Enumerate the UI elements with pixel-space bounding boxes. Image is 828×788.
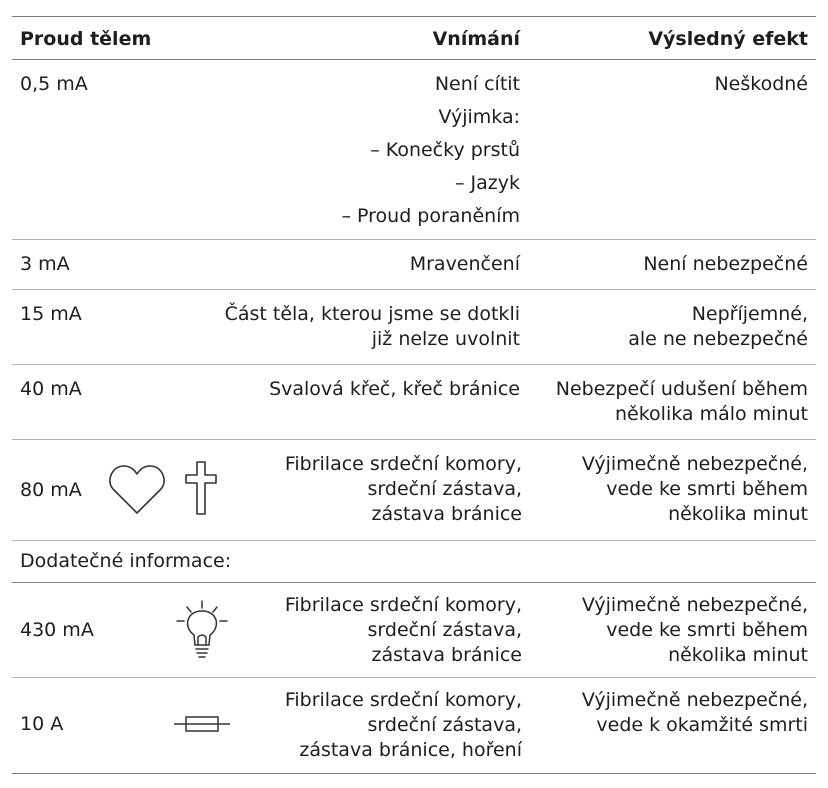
perception-line: Fibrilace srdeční komory,: [284, 594, 522, 616]
current-value: 3 mA: [20, 253, 70, 275]
effect-line: ale ne nebezpečné: [628, 328, 808, 350]
header-current: Proud tělem: [20, 28, 152, 50]
perception-line: zástava bránice, hoření: [299, 739, 522, 761]
effect-cell: [628, 302, 808, 352]
current-value: 40 mA: [20, 378, 82, 400]
current-value: 80 mA: [20, 479, 82, 501]
effect-cell: [643, 248, 808, 280]
effect-line: Nepříjemné,: [691, 303, 808, 325]
table-row: [12, 240, 816, 290]
perception-line: Mravenčení: [409, 253, 520, 275]
effect-line: Výjimečně nebezpečné,: [581, 594, 808, 616]
perception-line: srdeční zástava,: [367, 714, 522, 736]
effect-line: několika málo minut: [614, 403, 808, 425]
effect-cell: [582, 452, 808, 527]
effect-line: Neškodné: [714, 73, 808, 95]
perception-line: již nelze uvolnit: [371, 328, 520, 350]
effect-line: vede k okamžité smrti: [596, 714, 808, 736]
effect-line: několika minut: [668, 644, 808, 666]
cross-icon: [182, 458, 220, 518]
current-value: 430 mA: [20, 619, 94, 641]
perception-cell: [285, 593, 522, 668]
effect-cell: [556, 377, 808, 427]
effect-line: Výjimečně nebezpečné,: [581, 453, 808, 475]
perception-cell: [269, 373, 520, 405]
effect-line: Není nebezpečné: [643, 253, 808, 275]
perception-line: zástava bránice: [371, 503, 522, 525]
perception-line: srdeční zástava,: [367, 478, 522, 500]
perception-line: zástava bránice: [371, 644, 522, 666]
perception-cell: [285, 452, 522, 527]
table-header: [12, 16, 816, 60]
table-row: [12, 583, 816, 678]
table-row: [12, 290, 816, 365]
header-perception: Vnímání: [432, 28, 520, 50]
effect-line: Výjimečně nebezpečné,: [581, 689, 808, 711]
effect-line: několika minut: [668, 503, 808, 525]
perception-cell: [225, 302, 520, 352]
perception-line: Část těla, kterou jsme se dotkli: [224, 303, 520, 325]
perception-line: Fibrilace srdeční komory,: [284, 689, 522, 711]
current-effects-table: [12, 16, 816, 774]
perception-line: Výjimka:: [438, 106, 520, 128]
table-row: [12, 365, 816, 440]
perception-cell: [410, 248, 520, 280]
perception-line: Není cítit: [434, 73, 520, 95]
table-row: [12, 60, 816, 240]
effect-line: Nebezpečí udušení během: [555, 378, 808, 400]
effect-cell: [582, 688, 808, 738]
perception-cell: [341, 68, 520, 233]
current-value: 0,5 mA: [20, 73, 88, 95]
heart-icon: [108, 462, 166, 518]
perception-line: – Jazyk: [454, 172, 520, 194]
effect-cell: [582, 593, 808, 668]
current-value: 10 A: [20, 713, 64, 735]
light-bulb-icon: [172, 599, 232, 661]
effect-line: vede ke smrti během: [606, 478, 808, 500]
perception-cell: [285, 688, 522, 763]
current-value: 15 mA: [20, 303, 82, 325]
effect-cell: [714, 68, 808, 100]
additional-info-label: Dodatečné informace:: [20, 550, 232, 572]
fuse-icon: [172, 714, 232, 734]
table-row: [12, 678, 816, 774]
table-row: [12, 440, 816, 541]
perception-line: – Proud poraněním: [341, 205, 520, 227]
header-effect: Výsledný efekt: [648, 28, 808, 50]
additional-info-row: [12, 541, 816, 583]
perception-line: Fibrilace srdeční komory,: [284, 453, 522, 475]
perception-line: – Konečky prstů: [370, 139, 520, 161]
perception-line: Svalová křeč, křeč bránice: [269, 378, 520, 400]
perception-line: srdeční zástava,: [367, 619, 522, 641]
effect-line: vede ke smrti během: [606, 619, 808, 641]
